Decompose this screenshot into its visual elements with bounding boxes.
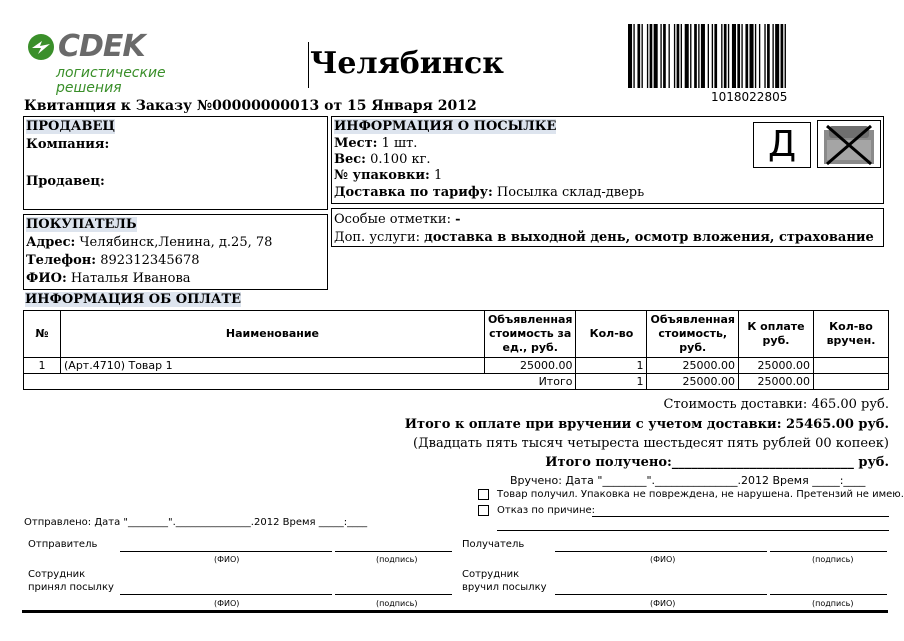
refusal-line-2 <box>497 530 889 531</box>
row-declared: 25000.00 <box>647 358 739 374</box>
staff-handed-fio-line <box>555 594 767 595</box>
receiver-sign-line <box>770 551 887 552</box>
total-delivered-qty <box>814 374 889 390</box>
staff-handed-label-2: вручил посылку <box>462 582 547 593</box>
sender-label: Отправитель <box>28 539 98 550</box>
sender-fio-line <box>120 551 332 552</box>
cdek-logo <box>26 29 186 98</box>
city-title: Челябинск <box>310 46 504 81</box>
payment-table-header-row <box>24 311 889 358</box>
col-qty: Кол-во <box>576 311 647 358</box>
receipt-title: Квитанция к Заказу №00000000013 от 15 Января 2012 <box>24 98 477 114</box>
city-divider <box>308 42 309 88</box>
total-qty: 1 <box>576 374 647 390</box>
barcode-number: 1018022805 <box>711 90 788 104</box>
staff-accepted-label-2: принял посылку <box>28 582 114 593</box>
staff-handed-label-1: Сотрудник <box>462 569 520 580</box>
seller-company-label: Компания: <box>26 137 110 152</box>
buyer-box <box>23 214 328 290</box>
goods-received-label: Товар получил. Упаковка не повреждена, не нарушена. Претензий не имею. <box>497 489 904 500</box>
col-unit-price: Объявленная стоимость за ед., руб. <box>484 311 576 358</box>
parcel-weight: Вес: 0.100 кг. <box>334 152 431 167</box>
fragile-no-stack-icon <box>817 120 881 168</box>
refusal-line-1 <box>592 516 889 517</box>
col-name: Наименование <box>61 311 485 358</box>
total-in-words: (Двадцать пять тысяч четыреста шестьдесят пять рублей 00 копеек) <box>413 436 889 451</box>
col-delivered-qty: Кол-во вручен. <box>814 311 889 358</box>
refusal-checkbox[interactable] <box>478 505 489 516</box>
receiver-label: Получатель <box>462 539 525 550</box>
door-delivery-mark: Д <box>753 122 811 168</box>
buyer-phone: Телефон: 892312345678 <box>26 253 200 268</box>
sent-date: Отправлено: Дата "________"._______________.2012 Время _____:____ <box>24 517 368 528</box>
sender-fio-caption: (ФИО) <box>214 555 240 564</box>
col-to-pay: К оплате руб. <box>739 311 814 358</box>
staff-accepted-fio-caption: (ФИО) <box>214 599 240 608</box>
logo-brand: CDEK <box>58 29 145 64</box>
payment-table <box>23 310 889 390</box>
logo-tagline-2: решения <box>56 80 122 96</box>
table-total-row <box>24 374 889 390</box>
notes-extra: Доп. услуги: доставка в выходной день, осмотр вложения, страхование <box>334 230 874 245</box>
receiver-sign-caption: (подпись) <box>812 555 854 564</box>
row-unit-price: 25000.00 <box>484 358 576 374</box>
total-with-delivery: Итого к оплате при вручении с учетом доставки: 25465.00 руб. <box>404 417 889 432</box>
buyer-address: Адрес: Челябинск,Ленина, д.25, 78 <box>26 235 273 250</box>
sender-sign-caption: (подпись) <box>376 555 418 564</box>
staff-handed-fio-caption: (ФИО) <box>650 599 676 608</box>
total-received: Итого получено:____________________________ руб. <box>545 455 889 470</box>
total-label: Итого <box>24 374 576 390</box>
row-delivered-qty <box>814 358 889 374</box>
staff-handed-sign-caption: (подпись) <box>812 599 854 608</box>
seller-box <box>23 116 328 210</box>
buyer-fio: ФИО: Наталья Иванова <box>26 271 191 286</box>
col-num: № <box>24 311 61 358</box>
sender-sign-line <box>335 551 452 552</box>
staff-handed-sign-line <box>770 594 887 595</box>
handed-date: Вручено: Дата "________"._______________.2012 Время _____:____ <box>510 474 866 487</box>
seller-seller-label: Продавец: <box>26 174 105 189</box>
col-declared: Объявленная стоимость, руб. <box>647 311 739 358</box>
table-row <box>24 358 889 374</box>
staff-accepted-sign-line <box>335 594 452 595</box>
parcel-places: Мест: 1 шт. <box>334 136 418 151</box>
staff-accepted-sign-caption: (подпись) <box>376 599 418 608</box>
buyer-header: ПОКУПАТЕЛЬ <box>26 217 137 232</box>
receiver-fio-line <box>555 551 767 552</box>
row-qty: 1 <box>576 358 647 374</box>
goods-received-checkbox[interactable] <box>478 489 489 500</box>
bottom-rule <box>22 610 888 613</box>
logo-tagline-1: логистические <box>56 65 166 81</box>
row-num: 1 <box>24 358 61 374</box>
staff-accepted-fio-line <box>120 594 332 595</box>
parcel-tariff: Доставка по тарифу: Посылка склад-дверь <box>334 185 645 200</box>
parcel-box <box>331 116 884 204</box>
staff-accepted-label-1: Сотрудник <box>28 569 86 580</box>
row-name: (Арт.4710) Товар 1 <box>61 358 485 374</box>
parcel-header: ИНФОРМАЦИЯ О ПОСЫЛКЕ <box>334 119 557 134</box>
total-declared: 25000.00 <box>647 374 739 390</box>
parcel-pack: № упаковки: 1 <box>334 168 443 183</box>
barcode <box>628 24 870 90</box>
seller-header: ПРОДАВЕЦ <box>26 119 115 134</box>
delivery-cost: Стоимость доставки: 465.00 руб. <box>663 397 889 412</box>
row-to-pay: 25000.00 <box>739 358 814 374</box>
total-to-pay: 25000.00 <box>739 374 814 390</box>
refusal-label: Отказ по причине: <box>497 505 596 516</box>
notes-box <box>331 208 884 247</box>
cdek-logo-icon <box>26 32 56 62</box>
receiver-fio-caption: (ФИО) <box>650 555 676 564</box>
payment-header: ИНФОРМАЦИЯ ОБ ОПЛАТЕ <box>25 292 242 307</box>
notes-special: Особые отметки: - <box>334 212 461 227</box>
